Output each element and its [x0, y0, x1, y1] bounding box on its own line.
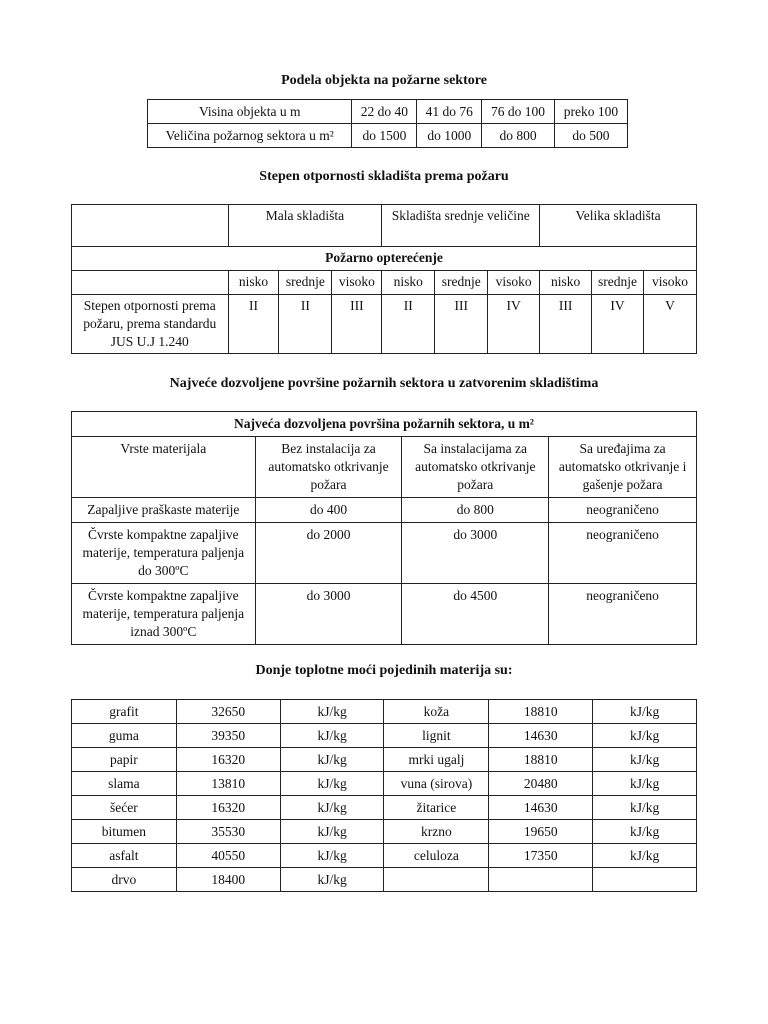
unit-cell: kJ/kg	[593, 796, 697, 820]
material-cell: Čvrste kompaktne zapaljive materije, temperatura paljenja do 300ºC	[72, 523, 256, 584]
area-cell: do 800	[402, 498, 549, 523]
section2-title: Stepen otpornosti skladišta prema požaru	[259, 169, 509, 184]
column-header: Bez instalacija za automatsko otkrivanje požara	[255, 437, 402, 498]
value-cell: preko 100	[554, 100, 627, 124]
table-row	[72, 796, 697, 820]
area-cell: neograničeno	[549, 523, 697, 584]
resistance-value-cell: III	[540, 295, 592, 354]
table-row	[72, 498, 697, 523]
table-row	[72, 748, 697, 772]
material-name-cell: papir	[72, 748, 177, 772]
calorific-value-cell	[489, 868, 593, 892]
group-small: Mala skladišta	[228, 205, 382, 247]
material-cell: Zapaljive praškaste materije	[72, 498, 256, 523]
calorific-value-cell: 18810	[489, 748, 593, 772]
unit-cell: kJ/kg	[593, 772, 697, 796]
group-large: Velika skladišta	[540, 205, 697, 247]
area-cell: do 3000	[255, 584, 402, 645]
unit-cell: kJ/kg	[593, 700, 697, 724]
table-row	[72, 724, 697, 748]
value-cell: do 500	[554, 124, 627, 148]
material-name-cell: drvo	[72, 868, 177, 892]
group-medium: Skladišta srednje veličine	[382, 205, 540, 247]
value-cell: do 1000	[417, 124, 482, 148]
resistance-value-cell: II	[382, 295, 435, 354]
unit-cell: kJ/kg	[280, 844, 384, 868]
column-header-row	[72, 437, 697, 498]
resistance-value-cell: II	[279, 295, 332, 354]
material-name-cell: celuloza	[384, 844, 489, 868]
area-cell: do 2000	[255, 523, 402, 584]
value-cell: 41 do 76	[417, 100, 482, 124]
load-level-cell: nisko	[228, 271, 279, 295]
material-name-cell: grafit	[72, 700, 177, 724]
value-cell: do 800	[482, 124, 555, 148]
calorific-value-cell: 17350	[489, 844, 593, 868]
material-name-cell: lignit	[384, 724, 489, 748]
load-level-cell: visoko	[332, 271, 382, 295]
area-cell: neograničeno	[549, 584, 697, 645]
table-row	[72, 772, 697, 796]
table-row	[72, 844, 697, 868]
column-header: Sa instalacijama za automatsko otkrivanje požara	[402, 437, 549, 498]
calorific-value-cell: 18810	[489, 700, 593, 724]
column-header: Sa uređajima za automatsko otkrivanje i gašenje požara	[549, 437, 697, 498]
section3-title: Najveće dozvoljene površine požarnih sektora u zatvorenim skladištima	[169, 376, 599, 391]
material-name-cell	[384, 868, 489, 892]
unit-cell: kJ/kg	[593, 748, 697, 772]
value-cell: 76 do 100	[482, 100, 555, 124]
material-name-cell: krzno	[384, 820, 489, 844]
max-area-header: Najveća dozvoljena površina požarnih sektora, u m²	[72, 412, 697, 437]
calorific-value-cell: 20480	[489, 772, 593, 796]
column-header: Vrste materijala	[72, 437, 256, 498]
empty-corner-cell	[72, 205, 229, 247]
unit-cell: kJ/kg	[593, 820, 697, 844]
unit-cell: kJ/kg	[593, 724, 697, 748]
resistance-value-cell: IV	[488, 295, 540, 354]
load-level-cell: srednje	[435, 271, 488, 295]
row-label-cell: Veličina požarnog sektora u m²	[148, 124, 352, 148]
area-cell: do 4500	[402, 584, 549, 645]
unit-cell	[593, 868, 697, 892]
material-name-cell: šećer	[72, 796, 177, 820]
unit-cell: kJ/kg	[280, 724, 384, 748]
table-row	[72, 584, 697, 645]
unit-cell: kJ/kg	[593, 844, 697, 868]
unit-cell: kJ/kg	[280, 700, 384, 724]
fire-load-label: Požarno opterećenje	[72, 247, 697, 271]
table-row	[72, 868, 697, 892]
material-name-cell: bitumen	[72, 820, 177, 844]
load-level-cell: visoko	[644, 271, 697, 295]
value-cell: do 1500	[352, 124, 417, 148]
table-row	[72, 820, 697, 844]
calorific-value-cell: 39350	[176, 724, 280, 748]
calorific-value-cell: 40550	[176, 844, 280, 868]
material-name-cell: koža	[384, 700, 489, 724]
calorific-value-cell: 32650	[176, 700, 280, 724]
load-level-cell: nisko	[382, 271, 435, 295]
material-name-cell: slama	[72, 772, 177, 796]
area-cell: neograničeno	[549, 498, 697, 523]
unit-cell: kJ/kg	[280, 772, 384, 796]
table-row	[148, 100, 628, 124]
calorific-value-cell: 19650	[489, 820, 593, 844]
table-row	[72, 523, 697, 584]
material-cell: Čvrste kompaktne zapaljive materije, temperatura paljenja iznad 300ºC	[72, 584, 256, 645]
unit-cell: kJ/kg	[280, 868, 384, 892]
resistance-value-cell: IV	[592, 295, 644, 354]
table-row	[148, 124, 628, 148]
calorific-value-cell: 14630	[489, 724, 593, 748]
value-cell: 22 do 40	[352, 100, 417, 124]
unit-cell: kJ/kg	[280, 748, 384, 772]
fire-sector-table	[147, 99, 628, 148]
material-name-cell: asfalt	[72, 844, 177, 868]
load-level-cell: srednje	[592, 271, 644, 295]
calorific-value-cell: 14630	[489, 796, 593, 820]
resistance-value-cell: III	[435, 295, 488, 354]
resistance-value-cell: II	[228, 295, 279, 354]
calorific-value-cell: 16320	[176, 748, 280, 772]
material-name-cell: mrki ugalj	[384, 748, 489, 772]
material-name-cell: guma	[72, 724, 177, 748]
max-area-table	[71, 411, 697, 645]
material-name-cell: vuna (sirova)	[384, 772, 489, 796]
storage-resistance-table	[71, 204, 697, 354]
unit-cell: kJ/kg	[280, 796, 384, 820]
calorific-value-table	[71, 699, 697, 892]
unit-cell: kJ/kg	[280, 820, 384, 844]
resistance-value-cell: V	[644, 295, 697, 354]
resistance-row-label: Stepen otpornosti prema požaru, prema standardu JUS U.J 1.240	[72, 295, 229, 354]
calorific-value-cell: 18400	[176, 868, 280, 892]
load-level-cell: srednje	[279, 271, 332, 295]
row-label-cell: Visina objekta u m	[148, 100, 352, 124]
load-level-cell: visoko	[488, 271, 540, 295]
section4-title: Donje toplotne moći pojedinih materija su:	[255, 663, 513, 678]
calorific-value-cell: 13810	[176, 772, 280, 796]
area-cell: do 400	[255, 498, 402, 523]
resistance-value-cell: III	[332, 295, 382, 354]
section1-title: Podela objekta na požarne sektore	[281, 73, 487, 88]
load-level-cell: nisko	[540, 271, 592, 295]
table-row	[72, 700, 697, 724]
material-name-cell: žitarice	[384, 796, 489, 820]
calorific-value-cell: 16320	[176, 796, 280, 820]
area-cell: do 3000	[402, 523, 549, 584]
calorific-value-cell: 35530	[176, 820, 280, 844]
empty-level-cell	[72, 271, 229, 295]
